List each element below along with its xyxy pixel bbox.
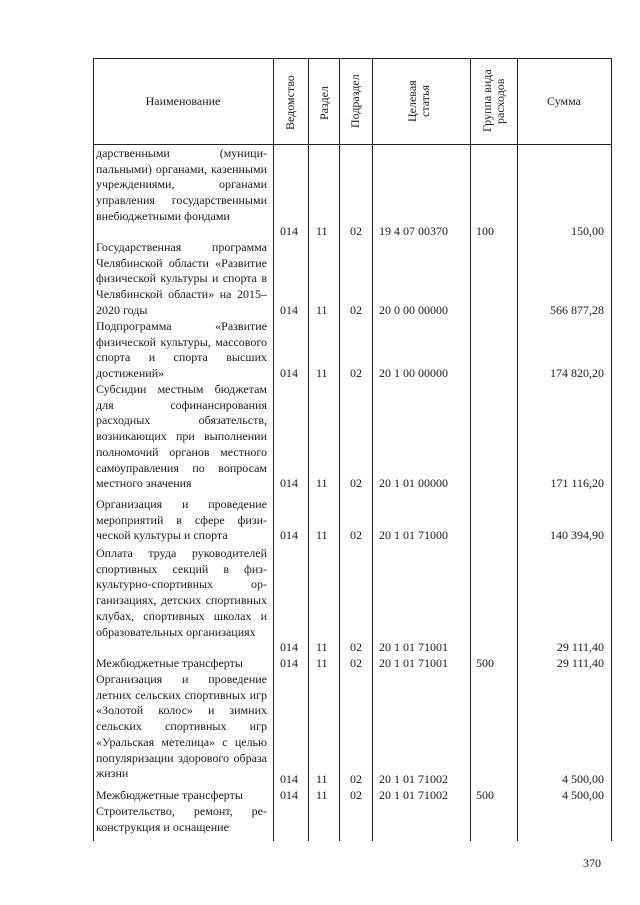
header-ved: Ведомство [283, 75, 297, 131]
row-ved: 014 [280, 528, 298, 542]
row-name: Организация и проведение летних сельских спортивных игр «Золотой колос» и зимних сельских спортивных игр «Уральская метелица» с целью популяризации здорового образа жизни [96, 672, 267, 781]
row-name: Оплата труда руководителей спортивных секций в физкультурно-спортивных организациях, детских спортивных клубах, спортивных школах и образовательных организациях [96, 546, 267, 639]
row-target: 20 1 01 71000 [379, 528, 448, 542]
row-target: 20 1 01 71002 [379, 772, 448, 786]
table-row [93, 319, 611, 382]
table-row [93, 497, 611, 544]
row-podrazdel: 02 [350, 772, 362, 786]
table-row [93, 672, 611, 786]
row-ved: 014 [280, 366, 298, 380]
row-group: 500 [476, 656, 494, 670]
header-name: Наименование [145, 94, 221, 108]
row-ved: 014 [280, 303, 298, 317]
row-sum: 174 820,20 [550, 366, 604, 380]
row-razdel: 11 [316, 528, 328, 542]
row-razdel: 11 [316, 656, 328, 670]
row-podrazdel: 02 [350, 366, 362, 380]
row-razdel: 11 [316, 303, 328, 317]
row-ved: 014 [280, 640, 298, 654]
row-name: дарственными (муниципальными) органами, казенными учреждениями, органами управления государственными внебюджетными фондами [96, 146, 267, 223]
row-podrazdel: 02 [350, 788, 362, 802]
row-ved: 014 [280, 476, 298, 490]
row-sum: 171 116,20 [550, 476, 604, 490]
row-name: Подпрограмма «Развитие физической культуры, массового спорта и спорта высших достижений» [96, 319, 267, 381]
header-podrazdel: Подраздел [348, 74, 362, 128]
row-sum: 29 111,40 [556, 640, 604, 654]
header-sum: Сумма [547, 94, 581, 108]
row-razdel: 11 [316, 366, 328, 380]
row-name: Государственная программа Челябинской области «Развитие физической культуры и спорта в Челябинской области» на 2015–2020 годы [96, 240, 267, 317]
row-podrazdel: 02 [350, 476, 362, 490]
table-row [93, 146, 611, 240]
row-sum: 4 500,00 [562, 772, 604, 786]
row-sum: 140 394,90 [550, 528, 604, 542]
row-sum: 29 111,40 [556, 656, 604, 670]
row-target: 20 1 01 71002 [379, 788, 448, 802]
header-group-line2: расходов [493, 78, 507, 124]
header-target-line2: статья [418, 85, 432, 117]
header-target [406, 64, 432, 138]
row-ved: 014 [280, 788, 298, 802]
row-ved: 014 [280, 656, 298, 670]
table-row [93, 382, 611, 492]
row-target: 20 1 01 00000 [379, 476, 448, 490]
row-sum: 150,00 [571, 224, 604, 238]
table-right-border [611, 58, 612, 841]
table-row [93, 788, 611, 804]
row-podrazdel: 02 [350, 224, 362, 238]
row-razdel: 11 [316, 772, 328, 786]
row-name: Субсидии местным бюджетам для софинансирования расходных обязательств, возникающих при выполнении полномочий органов местного самоуправления по вопросам местного значения [96, 382, 267, 491]
row-target: 20 1 01 71001 [379, 640, 448, 654]
row-group: 500 [476, 788, 494, 802]
table-row [93, 240, 611, 317]
row-sum: 566 877,28 [550, 303, 604, 317]
row-group: 100 [476, 224, 494, 238]
row-sum: 4 500,00 [562, 788, 604, 802]
row-podrazdel: 02 [350, 656, 362, 670]
row-razdel: 11 [316, 788, 328, 802]
table-top-border [93, 58, 611, 59]
header-razdel: Раздел [317, 86, 331, 120]
row-podrazdel: 02 [350, 528, 362, 542]
row-razdel: 11 [316, 476, 328, 490]
table-row [93, 656, 611, 672]
row-target: 20 1 00 00000 [379, 366, 448, 380]
table-row [93, 804, 611, 840]
table-row [93, 546, 611, 656]
header-target-line1: Целевая [405, 80, 419, 122]
row-ved: 014 [280, 224, 298, 238]
row-name: Строительство, ремонт, реконструкция и оснащение [96, 804, 267, 834]
row-name: Межбюджетные трансферты [96, 656, 243, 670]
page-number: 370 [583, 856, 601, 870]
row-target: 20 0 00 00000 [379, 303, 448, 317]
table-header-bottom-border [93, 144, 611, 145]
header-group [481, 62, 507, 140]
row-name: Межбюджетные трансферты [96, 788, 243, 802]
row-podrazdel: 02 [350, 303, 362, 317]
row-name: Организация и проведение мероприятий в сфере физической культуры и спорта [96, 497, 267, 543]
row-razdel: 11 [316, 224, 328, 238]
row-podrazdel: 02 [350, 640, 362, 654]
row-target: 20 1 01 71001 [379, 656, 448, 670]
row-target: 19 4 07 00370 [379, 224, 448, 238]
row-razdel: 11 [316, 640, 328, 654]
row-ved: 014 [280, 772, 298, 786]
header-group-line1: Группа вида [480, 69, 494, 133]
